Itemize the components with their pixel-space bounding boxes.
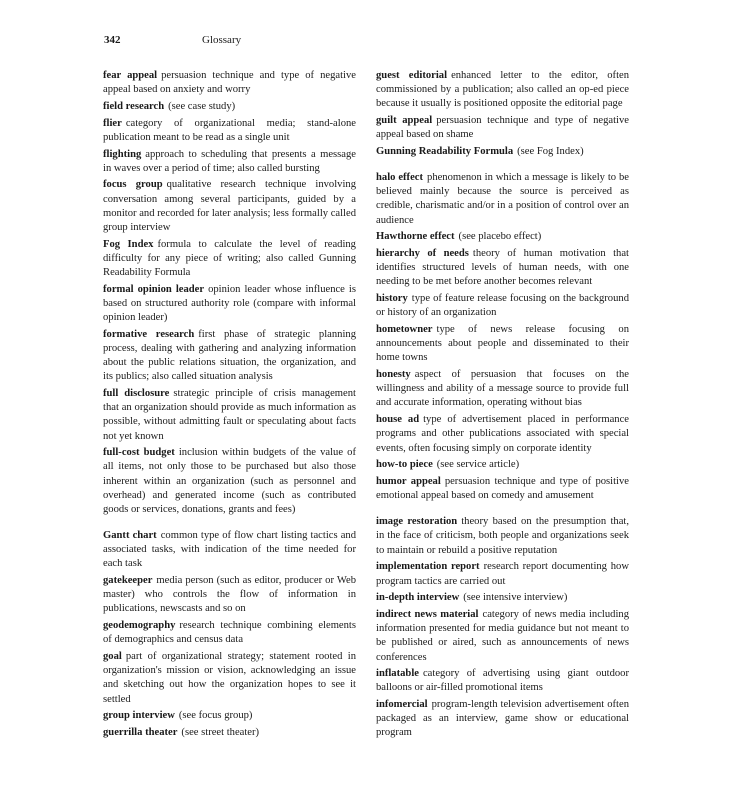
glossary-entry	[376, 608, 629, 665]
glossary-definition: approach to scheduling that presents a message in waves over a period of time; also called bursting	[103, 148, 356, 174]
glossary-term: Fog Index	[103, 238, 154, 250]
glossary-term: hometowner	[376, 324, 433, 336]
glossary-entry	[376, 114, 629, 142]
glossary-definition: aspect of persuasion that focuses on the willingness and ability of a message source to provide full and accurate information, operating without bias	[376, 369, 629, 409]
glossary-term: in-depth interview	[376, 592, 460, 604]
glossary-definition: category of advertising using giant outdoor balloons or air-filled promotional items	[376, 668, 629, 694]
glossary-entry	[103, 100, 356, 114]
glossary-entry	[376, 292, 629, 320]
glossary-term: Gantt chart	[103, 530, 157, 542]
glossary-definition: (see Fog Index)	[517, 145, 584, 157]
glossary-definition: enhanced letter to the editor, often commissioned by a publication; also called an op-ed piece because it usually is positioned opposite the editorial page	[376, 70, 630, 110]
glossary-term: formative research	[103, 328, 195, 340]
left-column	[103, 69, 356, 743]
glossary-term: halo effect	[376, 172, 424, 184]
glossary-term: hierarchy of needs	[376, 248, 469, 260]
glossary-definition: (see intensive interview)	[463, 592, 568, 604]
glossary-definition: persuasion technique and type of negative appeal based on shame	[376, 115, 629, 141]
glossary-entry	[376, 247, 629, 289]
glossary-term: field research	[103, 100, 165, 112]
glossary-term: indirect news material	[376, 609, 479, 621]
page-number: 342	[104, 34, 121, 46]
glossary-definition: research technique combining elements of demographics and census data	[103, 620, 356, 646]
glossary-term: guerrilla theater	[103, 727, 178, 739]
glossary-definition: type of feature release focusing on the background or history of an organization	[376, 293, 629, 319]
glossary-entry	[376, 458, 629, 472]
glossary-definition: (see street theater)	[181, 727, 260, 739]
glossary-entry	[103, 283, 356, 325]
glossary-term: image restoration	[376, 516, 458, 528]
glossary-entry	[103, 387, 356, 444]
glossary-entry	[103, 529, 356, 571]
glossary-entry	[103, 619, 356, 647]
glossary-definition: (see placebo effect)	[458, 231, 542, 243]
glossary-definition: (see case study)	[168, 100, 236, 112]
glossary-entry	[376, 368, 629, 410]
glossary-definition: category of organizational media; stand-alone publication meant to be read as a single unit	[103, 117, 356, 143]
glossary-term: implementation report	[376, 561, 480, 573]
running-head: Glossary	[202, 34, 242, 46]
glossary-term: goal	[103, 651, 122, 663]
glossary-definition: (see focus group)	[178, 710, 253, 722]
glossary-term: humor appeal	[376, 476, 441, 487]
glossary-term: group interview	[103, 710, 175, 722]
glossary-definition: persuasion technique and type of positive emotional appeal based on comedy and amusement	[376, 476, 630, 502]
glossary-term: full-cost budget	[103, 447, 175, 459]
glossary-entry	[376, 69, 629, 111]
glossary-entry	[376, 171, 629, 228]
glossary-definition: qualitative research technique involving conversation among several participants, guided by a monitor and recorded for later analysis; less formally called group interview	[103, 179, 356, 233]
glossary-term: formal opinion leader	[103, 283, 205, 295]
glossary-entry	[103, 650, 356, 707]
glossary-definition: persuasion technique and type of negative appeal based on anxiety and worry	[103, 70, 356, 96]
glossary-definition: media person (such as editor, producer or Web master) who controls the flow of information in publications, newscasts and so on	[103, 575, 356, 615]
glossary-term: gatekeeper	[103, 575, 153, 587]
glossary-term: Hawthorne effect	[376, 231, 455, 243]
glossary-term: flighting	[103, 148, 142, 160]
glossary-definition: type of advertisement placed in performance programs and other publications associated with special events, often focusing simply on corporate identity	[376, 414, 629, 454]
glossary-definition: program-length television advertisement often packaged as an interview, game show or educational program	[376, 699, 629, 739]
glossary-entry	[376, 323, 629, 365]
glossary-definition: category of news media including information presented for media guidance but not meant to be published or aired, such as announcements of news conferences	[376, 609, 630, 663]
glossary-term: honesty	[376, 369, 411, 381]
glossary-term: how-to piece	[376, 459, 433, 471]
glossary-definition: formula to calculate the level of reading difficulty for any piece of writing; also called Gunning Readability Formula	[103, 238, 356, 278]
glossary-term: geodemography	[103, 620, 176, 632]
glossary-term: full disclosure	[103, 388, 170, 400]
glossary-entry	[103, 178, 356, 235]
glossary-definition: theory of human motivation that identifies structured levels of human needs, with one needing to be met before another becomes relevant	[376, 248, 629, 288]
glossary-entry	[103, 446, 356, 517]
glossary-definition: inclusion within budgets of the value of all items, not only those to be purchased but also those inherent within an organization (such as personnel and overhead) and generated income (such as contributed goods or services, donations, grants and fees)	[103, 447, 357, 515]
glossary-entry	[103, 238, 356, 280]
glossary-entry	[376, 591, 629, 605]
glossary-entry	[103, 726, 356, 740]
glossary-definition: common type of flow chart listing tactics and associated tasks, with indication of the time needed for each task	[103, 530, 356, 570]
glossary-definition: theory based on the presumption that, in the face of criticism, both people and organizations seek to maintain or rebuild a positive reputation	[376, 516, 629, 556]
glossary-definition: research report documenting how program tactics are carried out	[376, 561, 629, 587]
glossary-entry	[103, 328, 356, 385]
glossary-term: guest editorial	[376, 70, 448, 81]
glossary-entry	[103, 69, 356, 97]
glossary-term: history	[376, 293, 408, 305]
glossary-term: infomercial	[376, 699, 428, 711]
right-column	[376, 69, 629, 743]
glossary-term: Gunning Readability Formula	[376, 145, 514, 157]
glossary-entry	[103, 117, 356, 145]
glossary-entry	[376, 475, 629, 503]
glossary-entry	[103, 574, 356, 616]
glossary-entry	[376, 145, 629, 159]
glossary-entry	[376, 560, 629, 588]
glossary-entry	[376, 413, 629, 455]
glossary-entry	[376, 230, 629, 244]
glossary-definition: phenomenon in which a message is likely to be believed mainly because the source is perceived as credible, charismatic and/or in a position of control over an audience	[376, 172, 629, 226]
glossary-entry	[103, 148, 356, 176]
glossary-definition: first phase of strategic planning process, dealing with gathering and analyzing information about the public relations situation, the organization, and its publics; also called situation analysis	[103, 328, 356, 383]
glossary-definition: (see service article)	[436, 459, 520, 471]
glossary-term: fear appeal	[103, 70, 158, 81]
glossary-entry	[103, 709, 356, 723]
glossary-definition: type of news release focusing on announcements about people and disseminated to their home towns	[376, 324, 629, 364]
glossary-definition: opinion leader whose influence is based on structured authority role (compare with informal opinion leader)	[103, 283, 356, 324]
glossary-entry	[376, 515, 629, 557]
glossary-definition: part of organizational strategy; statement rooted in organization's mission or vision, acknowledging an issue and sketching out how the organization hopes to see it settled	[103, 651, 356, 705]
glossary-term: guilt appeal	[376, 115, 433, 127]
glossary-definition: strategic principle of crisis management that an organization should provide as much information as possible, without admitting fault or speculating about facts not yet known	[103, 388, 356, 442]
glossary-entry	[376, 667, 629, 695]
glossary-term: inflatable	[376, 668, 419, 680]
glossary-term: focus group	[103, 179, 163, 191]
glossary-term: flier	[103, 117, 122, 129]
glossary-entry	[376, 698, 629, 740]
glossary-term: house ad	[376, 414, 420, 426]
